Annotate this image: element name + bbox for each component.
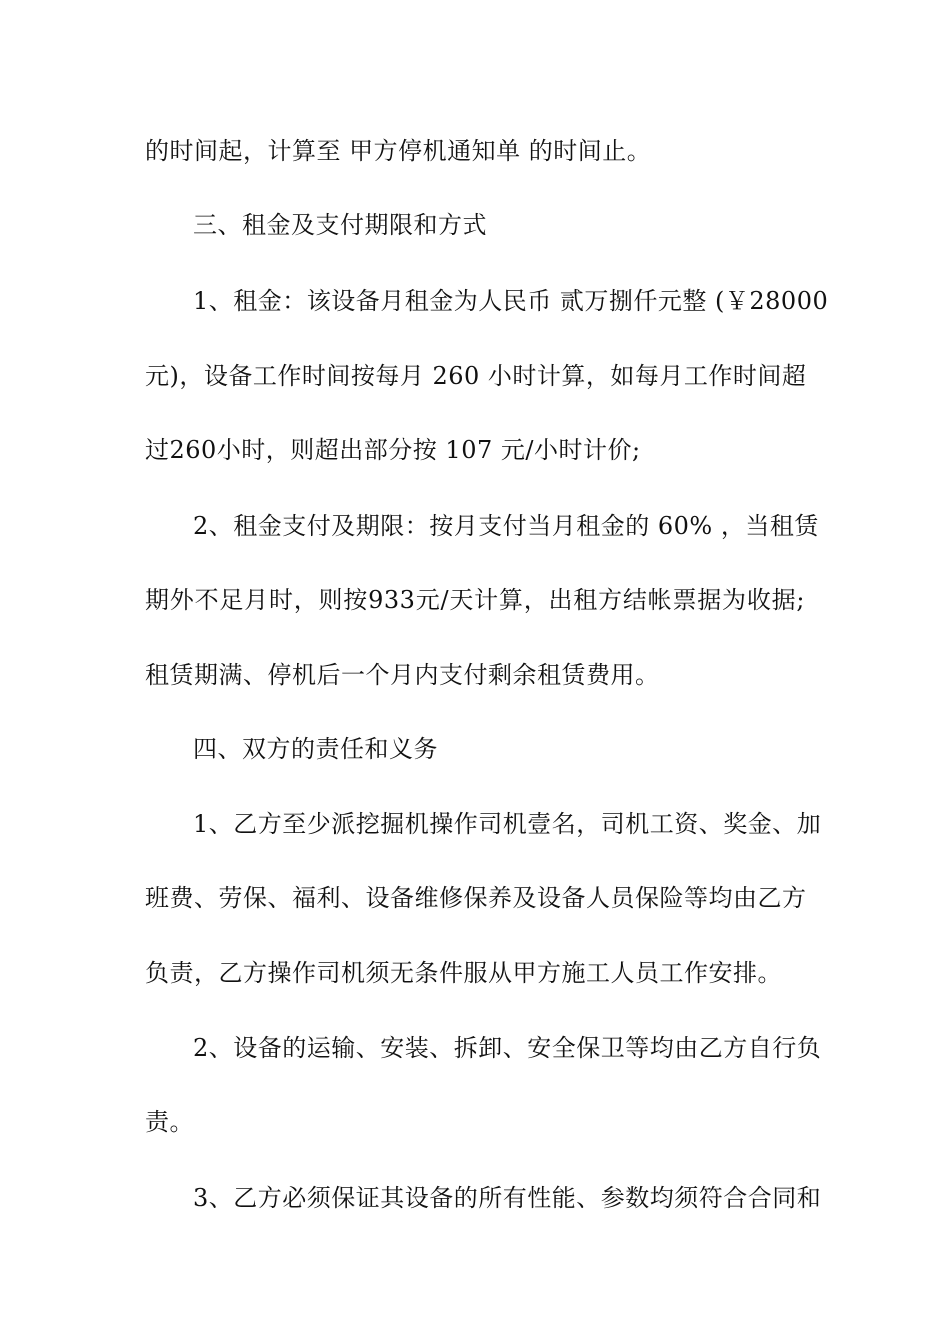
text-line: 的时间起，计算至 甲方停机通知单 的时间止。	[145, 137, 652, 165]
text-line: 1、租金：该设备月租金为人民币 贰万捌仟元整 (￥28000	[193, 287, 829, 315]
text-line: 过260小时，则超出部分按 107 元/小时计价;	[145, 436, 641, 464]
text-line: 1、乙方至少派挖掘机操作司机壹名，司机工资、奖金、加	[193, 810, 822, 838]
text-line: 2、租金支付及期限：按月支付当月租金的 60% ，当租赁	[193, 512, 819, 540]
section-heading: 三、租金及支付期限和方式	[193, 211, 487, 239]
section-heading: 四、双方的责任和义务	[193, 735, 438, 763]
text-line: 责。	[145, 1108, 194, 1136]
text-line: 负责，乙方操作司机须无条件服从甲方施工人员工作安排。	[145, 959, 782, 987]
text-line: 2、设备的运输、安装、拆卸、安全保卫等均由乙方自行负	[193, 1034, 822, 1062]
text-line: 3、乙方必须保证其设备的所有性能、参数均须符合合同和	[193, 1184, 822, 1212]
text-line: 元)，设备工作时间按每月 260 小时计算，如每月工作时间超	[145, 362, 807, 390]
text-line: 班费、劳保、福利、设备维修保养及设备人员保险等均由乙方	[145, 884, 807, 912]
text-line: 期外不足月时，则按933元/天计算，出租方结帐票据为收据;	[145, 586, 805, 614]
text-line: 租赁期满、停机后一个月内支付剩余租赁费用。	[145, 661, 660, 689]
